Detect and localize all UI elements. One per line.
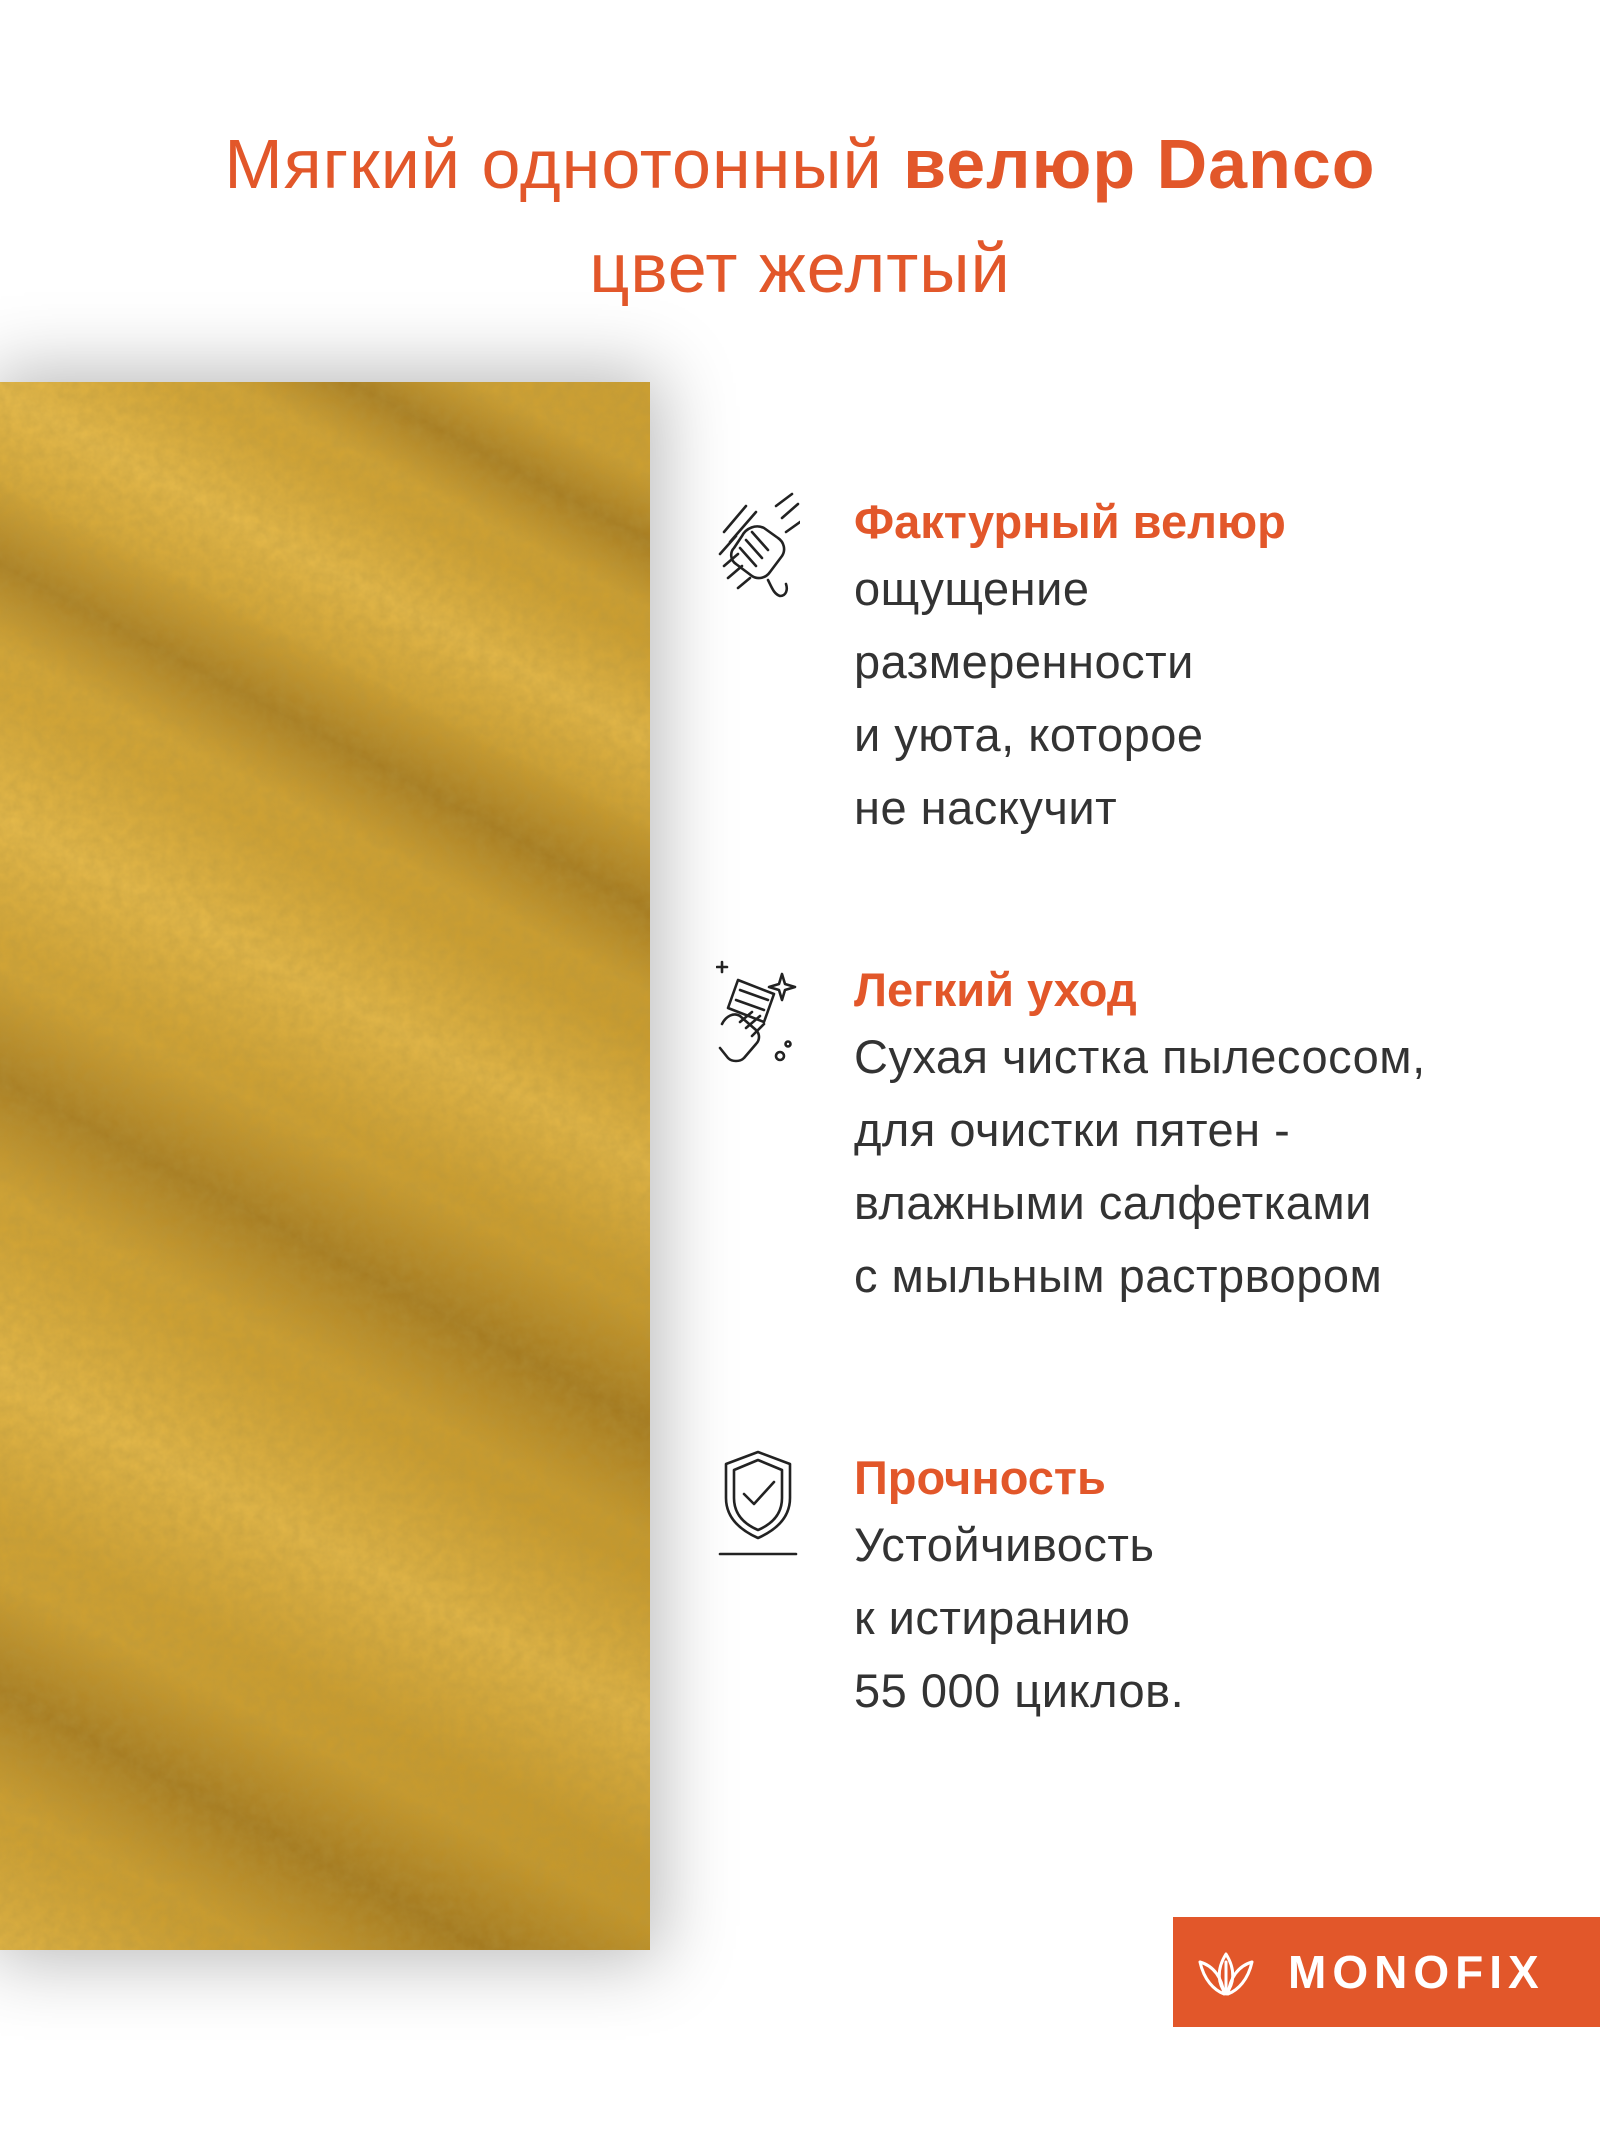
feature-durability-text (854, 1448, 1594, 1727)
feature-care-heading: Легкий уход (854, 963, 1137, 1016)
feature-texture-line: ощущение (854, 562, 1090, 615)
feature-texture-heading: Фактурный велюр (854, 495, 1286, 548)
feature-durability-line: Устойчивость (854, 1518, 1155, 1571)
title-line-1 (0, 112, 1600, 216)
title-regular: Мягкий однотонный (224, 125, 904, 203)
feature-durability-line: к истиранию (854, 1591, 1131, 1644)
feature-durability-line: 55 000 циклов. (854, 1664, 1185, 1717)
feature-texture-text (854, 492, 1594, 844)
hand-texture-icon (716, 492, 800, 604)
brand-name: MONOFIX (1288, 1946, 1545, 1998)
hand-wipe-sparkle-icon (716, 960, 800, 1072)
title-bold: велюр Danco (903, 125, 1376, 203)
leaf-logo-icon (1196, 1950, 1256, 1998)
feature-care-text (854, 960, 1594, 1312)
feature-care-line: для очистки пятен - (854, 1103, 1291, 1156)
title-line-2: цвет желтый (589, 229, 1011, 307)
brand-badge (1173, 1917, 1600, 2027)
shield-check-icon (716, 1448, 800, 1560)
feature-care-line: влажными салфетками (854, 1176, 1372, 1229)
feature-texture-line: размеренности (854, 635, 1194, 688)
fabric-texture (0, 382, 650, 1950)
feature-care-line: с мыльным растрвором (854, 1249, 1383, 1302)
feature-texture-line: не наскучит (854, 781, 1118, 834)
feature-care-line: Сухая чистка пылесосом, (854, 1030, 1426, 1083)
fabric-photo (0, 382, 650, 1950)
feature-texture-line: и уюта, которое (854, 708, 1204, 761)
feature-durability-heading: Прочность (854, 1451, 1106, 1504)
page-title (0, 112, 1600, 320)
